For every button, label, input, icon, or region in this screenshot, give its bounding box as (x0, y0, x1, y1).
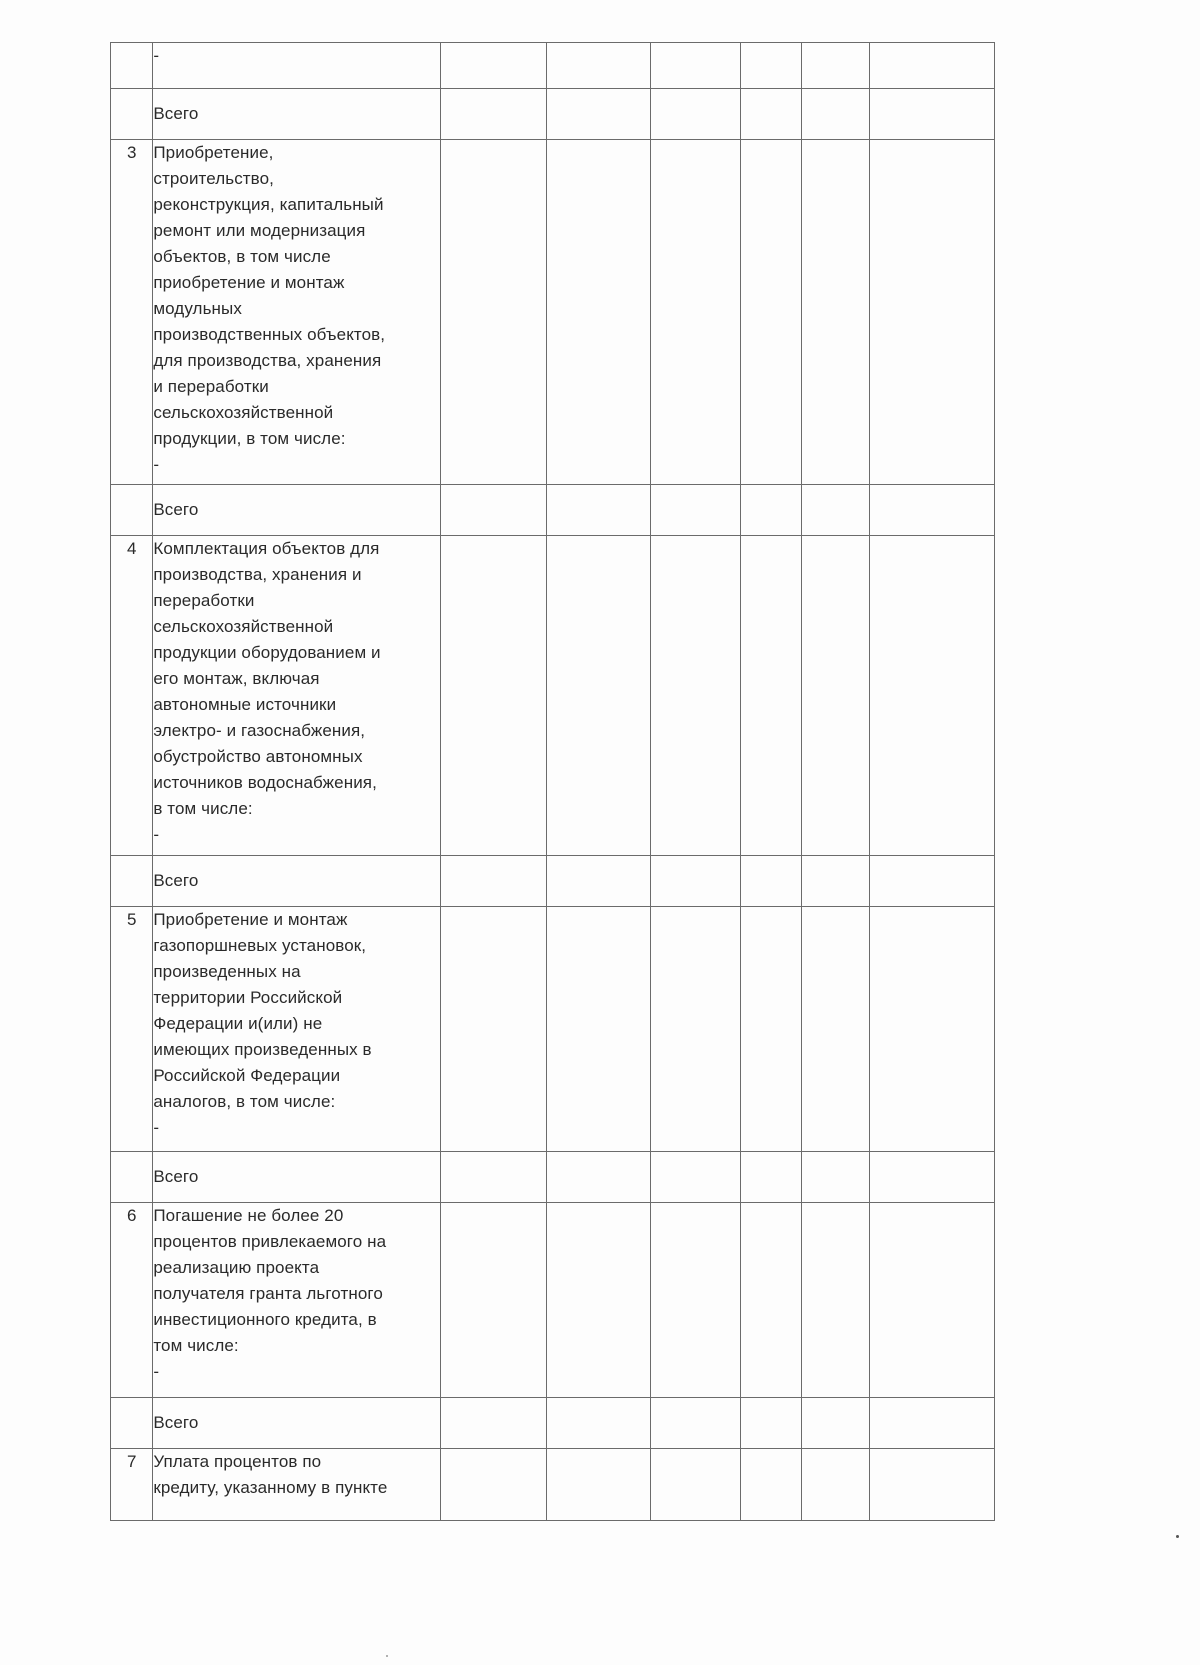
empty-value-cell (650, 1398, 740, 1449)
description-line: ремонт или модернизация (153, 221, 366, 240)
item-description (153, 907, 441, 1152)
total-row (111, 1398, 995, 1449)
row-number: 4 (111, 536, 153, 856)
empty-value-cell (740, 1152, 801, 1203)
description-line: Уплата процентов по (153, 1452, 322, 1471)
empty-value-cell (441, 140, 547, 485)
empty-value-cell (650, 907, 740, 1152)
empty-value-cell (740, 856, 801, 907)
empty-value-cell (740, 140, 801, 485)
empty-value-cell (441, 1449, 547, 1521)
description-line: Российской Федерации (153, 1066, 341, 1085)
description-line: процентов привлекаемого на (153, 1232, 387, 1251)
empty-value-cell (650, 43, 740, 89)
description-line: сельскохозяйственной (153, 617, 334, 636)
empty-value-cell (441, 907, 547, 1152)
total-row (111, 856, 995, 907)
description-line: источников водоснабжения, (153, 773, 377, 792)
empty-value-cell (870, 1449, 995, 1521)
empty-value-cell (547, 856, 651, 907)
empty-value-cell (740, 536, 801, 856)
empty-value-cell (740, 485, 801, 536)
description-line: в том числе: (153, 799, 253, 818)
empty-value-cell (802, 43, 870, 89)
description-line: Комплектация объектов для (153, 539, 380, 558)
table-row (111, 1203, 995, 1398)
empty-value-cell (547, 1449, 651, 1521)
empty-value-cell (870, 1152, 995, 1203)
empty-value-cell (650, 536, 740, 856)
subitem-dash: - (153, 1362, 160, 1381)
row-number (111, 43, 153, 89)
empty-value-cell (547, 485, 651, 536)
item-description (153, 140, 441, 485)
empty-value-cell (441, 536, 547, 856)
empty-value-cell (802, 1203, 870, 1398)
empty-value-cell (802, 536, 870, 856)
total-label-text: Всего (153, 871, 199, 890)
description-line: обустройство автономных (153, 747, 363, 766)
empty-value-cell (441, 1203, 547, 1398)
description-line: сельскохозяйственной (153, 403, 334, 422)
empty-value-cell (547, 536, 651, 856)
empty-value-cell (547, 89, 651, 140)
empty-value-cell (547, 1203, 651, 1398)
description-line: производственных объектов, (153, 325, 386, 344)
empty-value-cell (870, 43, 995, 89)
total-row (111, 1152, 995, 1203)
empty-value-cell (802, 1449, 870, 1521)
total-row (111, 89, 995, 140)
description-line: для производства, хранения (153, 351, 382, 370)
table-row (111, 536, 995, 856)
empty-value-cell (441, 43, 547, 89)
scan-speck (386, 1655, 388, 1657)
description-line: кредиту, указанному в пункте (153, 1478, 388, 1497)
description-line: инвестиционного кредита, в (153, 1310, 377, 1329)
empty-value-cell (650, 485, 740, 536)
description-line: его монтаж, включая (153, 669, 320, 688)
total-label (153, 485, 441, 536)
table-row (111, 907, 995, 1152)
description-line: Погашение не более 20 (153, 1206, 344, 1225)
description-line: модульных (153, 299, 242, 318)
total-label-text: Всего (153, 104, 199, 123)
empty-value-cell (802, 907, 870, 1152)
empty-value-cell (650, 89, 740, 140)
description-line: переработки (153, 591, 255, 610)
description-line: Приобретение, (153, 143, 274, 162)
empty-value-cell (547, 1152, 651, 1203)
description-line: реализацию проекта (153, 1258, 320, 1277)
empty-value-cell (441, 856, 547, 907)
subitem-dash: - (153, 46, 160, 65)
empty-value-cell (802, 89, 870, 140)
empty-value-cell (802, 1398, 870, 1449)
description-line: автономные источники (153, 695, 337, 714)
empty-value-cell (870, 907, 995, 1152)
item-description (153, 536, 441, 856)
empty-value-cell (650, 1203, 740, 1398)
description-line: продукции, в том числе: (153, 429, 346, 448)
row-number: 7 (111, 1449, 153, 1521)
subitem-dash: - (153, 1118, 160, 1137)
description-line: произведенных на (153, 962, 301, 981)
description-line: производства, хранения и (153, 565, 362, 584)
description-line: получателя гранта льготного (153, 1284, 383, 1303)
empty-value-cell (802, 140, 870, 485)
item-description (153, 1449, 441, 1521)
total-label (153, 1152, 441, 1203)
empty-value-cell (870, 140, 995, 485)
item-description (153, 43, 441, 89)
empty-value-cell (650, 856, 740, 907)
empty-value-cell (650, 1152, 740, 1203)
description-line: электро- и газоснабжения, (153, 721, 366, 740)
empty-value-cell (740, 1398, 801, 1449)
description-line: реконструкция, капитальный (153, 195, 384, 214)
row-number (111, 89, 153, 140)
total-label (153, 856, 441, 907)
subitem-dash: - (153, 825, 160, 844)
empty-value-cell (441, 89, 547, 140)
empty-value-cell (441, 1152, 547, 1203)
empty-value-cell (870, 1203, 995, 1398)
row-number: 6 (111, 1203, 153, 1398)
item-description (153, 1203, 441, 1398)
description-line: том числе: (153, 1336, 239, 1355)
scan-speck (1176, 1535, 1179, 1538)
empty-value-cell (740, 907, 801, 1152)
description-line: территории Российской (153, 988, 343, 1007)
description-line: Федерации и(или) не (153, 1014, 323, 1033)
empty-value-cell (870, 536, 995, 856)
total-label-text: Всего (153, 500, 199, 519)
empty-value-cell (547, 43, 651, 89)
empty-value-cell (547, 140, 651, 485)
table-row (111, 140, 995, 485)
row-number (111, 485, 153, 536)
table-row (111, 43, 995, 89)
description-line: продукции оборудованием и (153, 643, 381, 662)
table-row (111, 1449, 995, 1521)
description-line: имеющих произведенных в (153, 1040, 372, 1059)
empty-value-cell (547, 907, 651, 1152)
row-number (111, 1152, 153, 1203)
empty-value-cell (870, 856, 995, 907)
empty-value-cell (740, 43, 801, 89)
empty-value-cell (870, 89, 995, 140)
empty-value-cell (547, 1398, 651, 1449)
description-line: газопоршневых установок, (153, 936, 367, 955)
description-line: строительство, (153, 169, 275, 188)
empty-value-cell (870, 1398, 995, 1449)
description-line: Приобретение и монтаж (153, 910, 348, 929)
row-number (111, 1398, 153, 1449)
empty-value-cell (802, 485, 870, 536)
total-row (111, 485, 995, 536)
empty-value-cell (740, 1449, 801, 1521)
empty-value-cell (802, 856, 870, 907)
total-label (153, 1398, 441, 1449)
description-line: и переработки (153, 377, 269, 396)
empty-value-cell (441, 485, 547, 536)
total-label (153, 89, 441, 140)
row-number: 3 (111, 140, 153, 485)
empty-value-cell (740, 1203, 801, 1398)
description-line: приобретение и монтаж (153, 273, 345, 292)
budget-table (110, 42, 995, 1521)
empty-value-cell (802, 1152, 870, 1203)
description-line: объектов, в том числе (153, 247, 331, 266)
empty-value-cell (650, 1449, 740, 1521)
empty-value-cell (740, 89, 801, 140)
empty-value-cell (870, 485, 995, 536)
empty-value-cell (441, 1398, 547, 1449)
total-label-text: Всего (153, 1167, 199, 1186)
empty-value-cell (650, 140, 740, 485)
table-body (111, 43, 995, 1521)
description-line: аналогов, в том числе: (153, 1092, 336, 1111)
row-number (111, 856, 153, 907)
total-label-text: Всего (153, 1413, 199, 1432)
row-number: 5 (111, 907, 153, 1152)
subitem-dash: - (153, 455, 160, 474)
